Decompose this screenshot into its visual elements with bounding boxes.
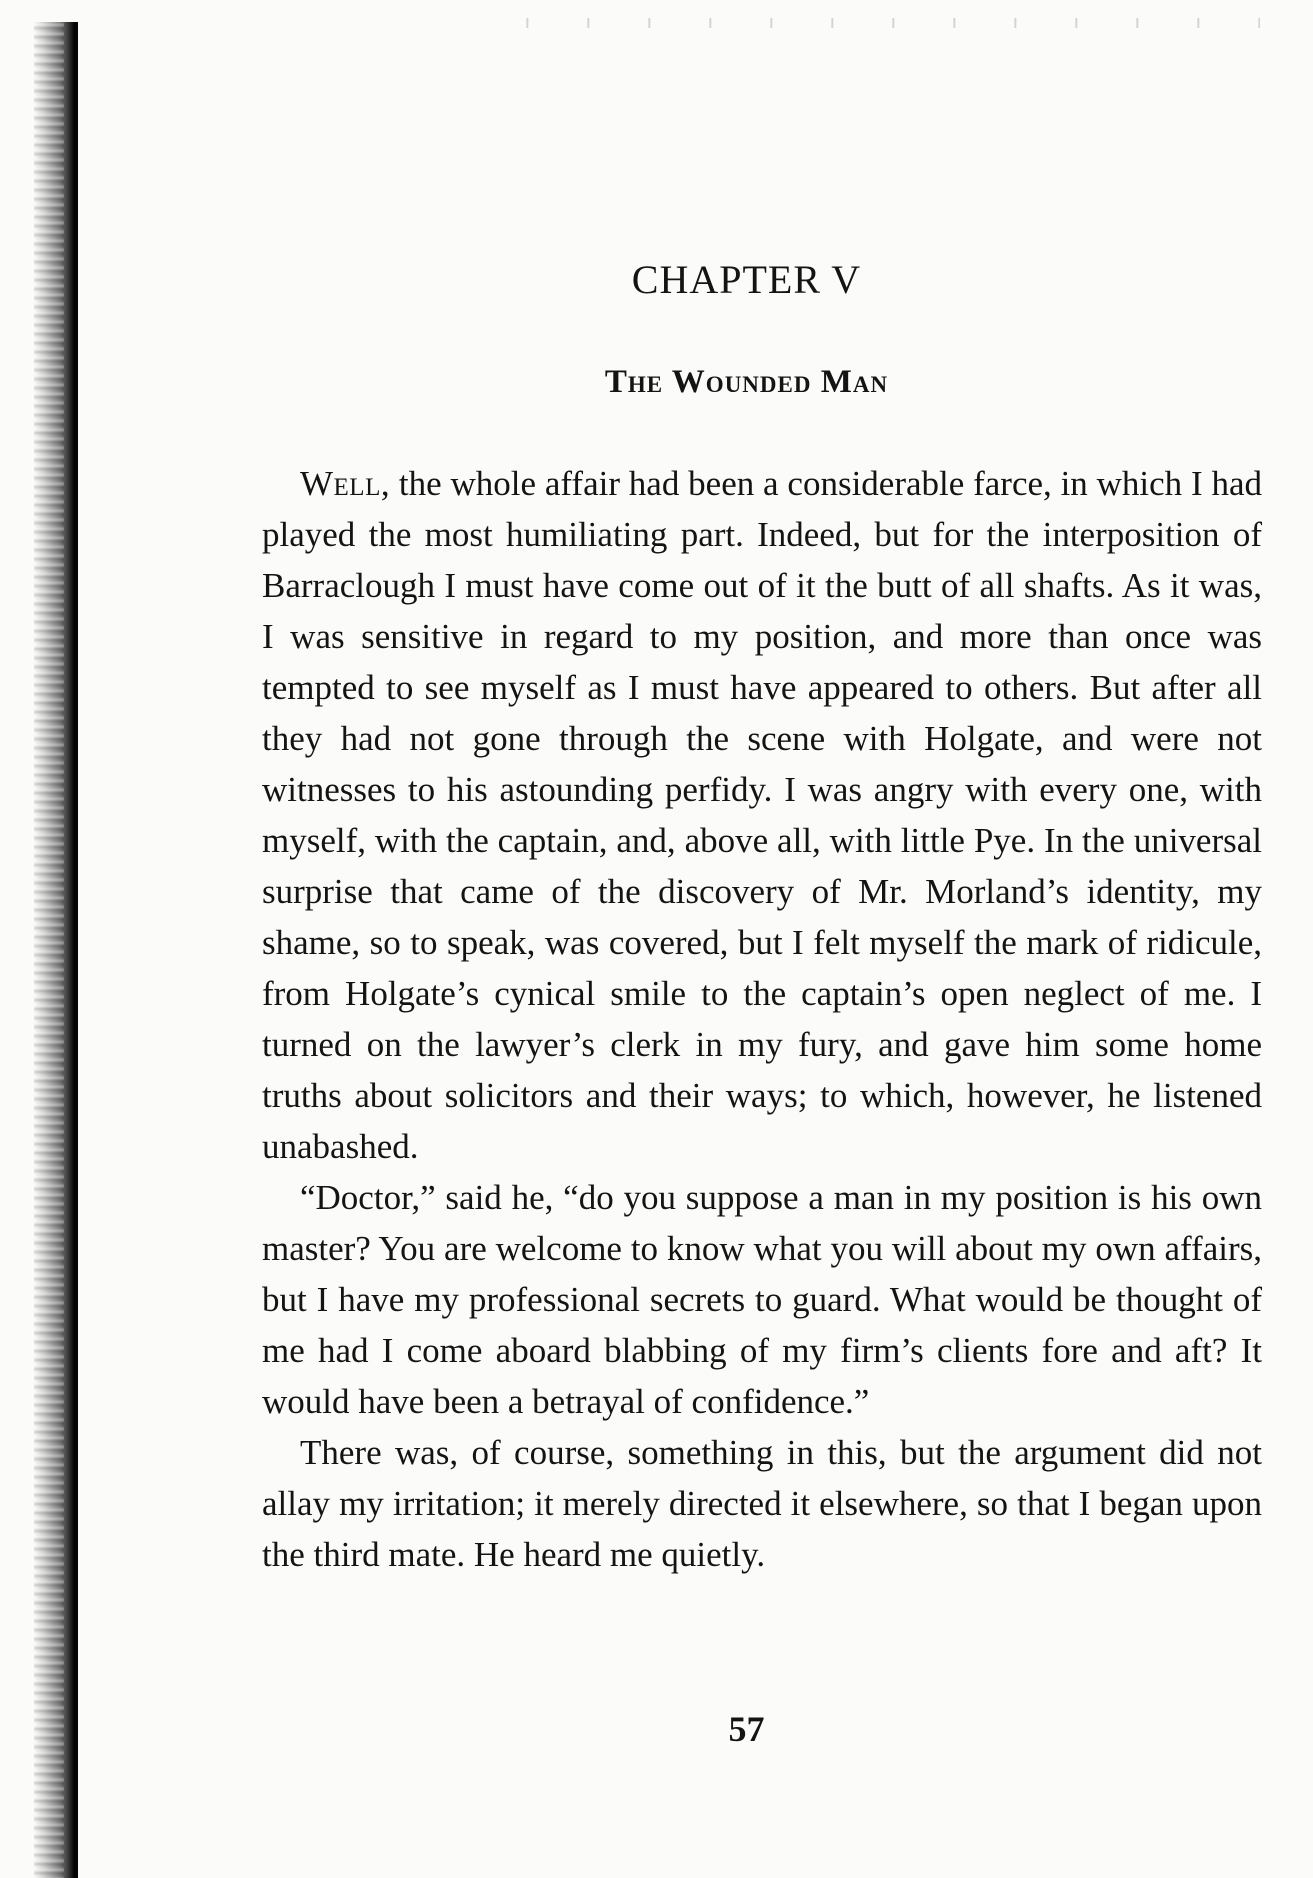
paragraph-1-text: the whole affair had been a considerable farce, in which I had played the most humiliating part. Indeed, but for the interposition of Barraclough I must have come out of it the butt of all shafts. As it was, I was sensitive in regard to my position, and more than once was tempted to see myself as I must have appeared to others. But after all they had not gone through the scene with Holgate, and were not witnesses to his astounding perfidy. I was angry with every one, with myself, with the captain, and, above all, with little Pye. In the universal surprise that came of the discovery of Mr. Morland’s identity, my shame, so to speak, was covered, but I felt myself the mark of ridicule, from Holgate’s cynical smile to the captain’s open neglect of me. I turned on the lawyer’s clerk in my fury, and gave him some home truths about solicitors and their ways; to which, however, he listened unabashed. bbox=[262, 464, 1262, 1166]
body-text bbox=[262, 458, 1262, 1580]
chapter-title: The Wounded Man bbox=[604, 364, 889, 400]
scan-specks bbox=[500, 18, 1260, 28]
paragraph-lead-word: Well, bbox=[300, 464, 391, 503]
chapter-heading: CHAPTER V bbox=[631, 257, 862, 302]
paragraph-3: There was, of course, something in this, but the argument did not allay my irritation; it merely directed it elsewhere, so that I began upon the third mate. He heard me quietly. bbox=[262, 1433, 1262, 1574]
page-number: 57 bbox=[728, 1709, 765, 1749]
paragraph-2: “Doctor,” said he, “do you suppose a man in my position is his own master? You are welcome to know what you will about my own affairs, but I have my professional secrets to guard. What would be thought of me had I come aboard blabbing of my firm’s clients fore and aft? It would have been a betrayal of confidence.” bbox=[262, 1178, 1262, 1421]
paragraph-1 bbox=[262, 458, 1262, 1172]
